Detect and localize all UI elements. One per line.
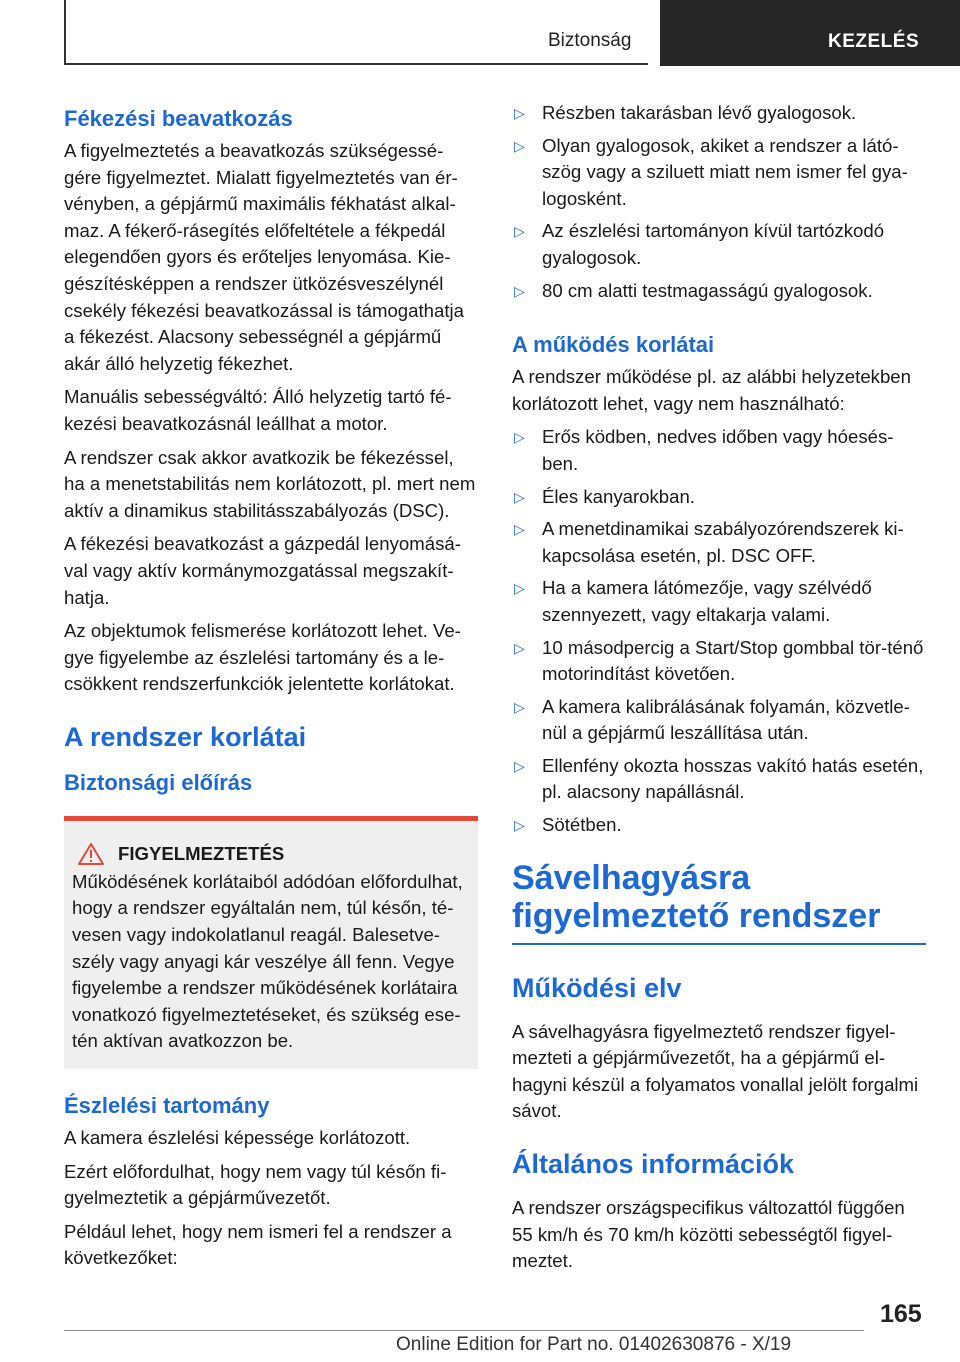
footer-rule	[64, 1330, 864, 1331]
heading-fekezesi-beavatkozas: Fékezési beavatkozás	[64, 106, 293, 131]
triangle-bullet-icon: ▷	[514, 639, 525, 656]
heading-mukodesi-elv: Működési elv	[512, 972, 682, 1003]
triangle-bullet-icon: ▷	[514, 137, 525, 154]
triangle-bullet-icon: ▷	[514, 488, 525, 505]
heading-rendszer-korlatai: A rendszer korlátai	[64, 721, 307, 752]
heading-eszlelesi-tartomany: Észlelési tartomány	[64, 1093, 270, 1119]
paragraph: Manuális sebességváltó: Álló helyzetig tartó fé-kezési beavatkozásnál leállhat a motor.	[64, 386, 452, 434]
list-item: ▷ Részben takarásban lévő gyalogosok.	[512, 100, 926, 127]
list-item: ▷ A kamera kalibrálásának folyamán, közvetle-nül a gépjármű leszállítása után.	[514, 695, 910, 744]
heading-savelhagyas-line1: Sávelhagyásra	[512, 858, 751, 897]
heading-biztonsagi-eloiras: Biztonsági előírás	[64, 769, 253, 795]
triangle-bullet-icon: ▷	[514, 757, 525, 774]
page-number: 165	[880, 1300, 922, 1328]
header-bottom-rule	[64, 63, 648, 65]
warning-header	[72, 843, 470, 865]
paragraph: Például lehet, hogy nem ismeri fel a rendszer a következőket:	[64, 1220, 452, 1269]
triangle-bullet-icon: ▷	[514, 698, 525, 715]
warning-title: FIGYELMEZTETÉS	[118, 842, 285, 864]
paragraph: A fékezési beavatkozást a gázpedál lenyomásá-val vagy aktív kormánymozgatással megszakít-hatja.	[64, 533, 461, 608]
list-item: ▷ 80 cm alatti testmagasságú gyalogosok.	[512, 278, 926, 305]
warning-triangle-icon	[78, 843, 104, 865]
list-item: ▷ Az észlelési tartományon kívül tartózkodó gyalogosok.	[514, 220, 885, 268]
left-column	[64, 100, 478, 1279]
header-chapter-label: KEZELÉS	[828, 31, 920, 52]
triangle-bullet-icon: ▷	[514, 223, 525, 240]
heading-altalanos-informaciok: Általános információk	[512, 1149, 795, 1180]
paragraph: A figyelmeztetés a beavatkozás szükségessé-gére figyelmeztet. Mialatt figyelmeztetés van ér-vényben, a gépjármű maximális fékhatást alkal-maz. A fékerő-rásegítés előfeltétele a fékpedál elegendően gyors és erőteljes lenyomása. Kie-gészítésképpen a rendszer ütközésveszélynél csekély fékezési beavatkozással is támogathatja a fékezést. Alacsony sebességnél a gépjármű akár álló helyzetig fékezhet.	[64, 140, 464, 374]
paragraph: A kamera észlelési képessége korlátozott.	[64, 1127, 411, 1149]
heading-rule	[512, 943, 926, 945]
triangle-bullet-icon: ▷	[514, 429, 525, 446]
list-item: ▷ 10 másodpercig a Start/Stop gombbal tör-ténő motorindítást követően.	[514, 636, 924, 685]
paragraph: A rendszer működése pl. az alábbi helyzetekben korlátozott lehet, vagy nem használható:	[512, 366, 911, 414]
paragraph: Az objektumok felismerése korlátozott lehet. Ve-gye figyelembe az észlelési tartomány és a le-csökkent rendszerfunkciók jelentette korlátokat.	[64, 620, 461, 695]
header-left-rule	[64, 0, 66, 64]
right-column	[512, 100, 926, 1282]
heading-savelhagyas-line2: figyelmeztető rendszer	[512, 896, 881, 935]
paragraph: A sávelhagyásra figyelmeztető rendszer figyel-mezteti a gépjárművezetőt, ha a gépjármű el-hagyni készül a folyamatos vonallal jelölt forgalmi sávot.	[512, 1020, 919, 1122]
paragraph: Ezért előfordulhat, hogy nem vagy túl későn fi-gyelmeztetik a gépjárművezetőt.	[64, 1160, 447, 1209]
paragraph: A rendszer csak akkor avatkozik be fékezéssel, ha a menetstabilitás nem korlátozott, pl. mert nem aktív a dinamikus stabilitásszabályozás (DSC).	[64, 446, 476, 521]
list-item: ▷ Erős ködben, nedves időben vagy hóesés-ben.	[514, 426, 894, 474]
header-chapter-tab	[660, 0, 960, 66]
list-item: ▷ Olyan gyalogosok, akiket a rendszer a látó-szög vagy a sziluett miatt nem ismer fel gya-logosként.	[514, 134, 908, 209]
list-item: ▷ Ellenfény okozta hosszas vakító hatás esetén, pl. alacsony napállásnál.	[514, 754, 924, 803]
pedestrian-list	[512, 100, 926, 304]
heading-mukodes-korlatai: A működés korlátai	[512, 332, 715, 358]
footer-edition-text: Online Edition for Part no. 01402630876 - X/19	[396, 1334, 792, 1355]
triangle-bullet-icon: ▷	[514, 580, 525, 597]
list-item: ▷ Sötétben.	[512, 812, 926, 839]
list-item: ▷ Éles kanyarokban.	[512, 484, 926, 511]
triangle-bullet-icon: ▷	[514, 282, 525, 299]
warning-text: Működésének korlátaiból adódóan előfordulhat, hogy a rendszer egyáltalán nem, túl későn, té-vesen vagy indokolatlanul reagál. Balesetve-szély vagy anyagi kár veszélye áll fenn. Vegye figyelembe a rendszer működésének korlátaira vonatkozó figyelmeztetéseket, és szükség ese-tén aktívan avatkozzon be.	[72, 870, 463, 1052]
paragraph: A rendszer országspecifikus változattól függően 55 km/h és 70 km/h közötti sebességtől figyel-meztet.	[512, 1197, 905, 1272]
triangle-bullet-icon: ▷	[514, 817, 525, 834]
limitations-list	[512, 424, 926, 838]
list-item: ▷ A menetdinamikai szabályozórendszerek ki-kapcsolása esetén, pl. DSC OFF.	[514, 518, 904, 566]
triangle-bullet-icon: ▷	[514, 521, 525, 538]
list-item: ▷ Ha a kamera látómezője, vagy szélvédő szennyezett, vagy eltakarja valami.	[514, 577, 872, 625]
header-section-title: Biztonság	[548, 30, 632, 51]
warning-box	[64, 816, 478, 1069]
triangle-bullet-icon: ▷	[514, 105, 525, 121]
